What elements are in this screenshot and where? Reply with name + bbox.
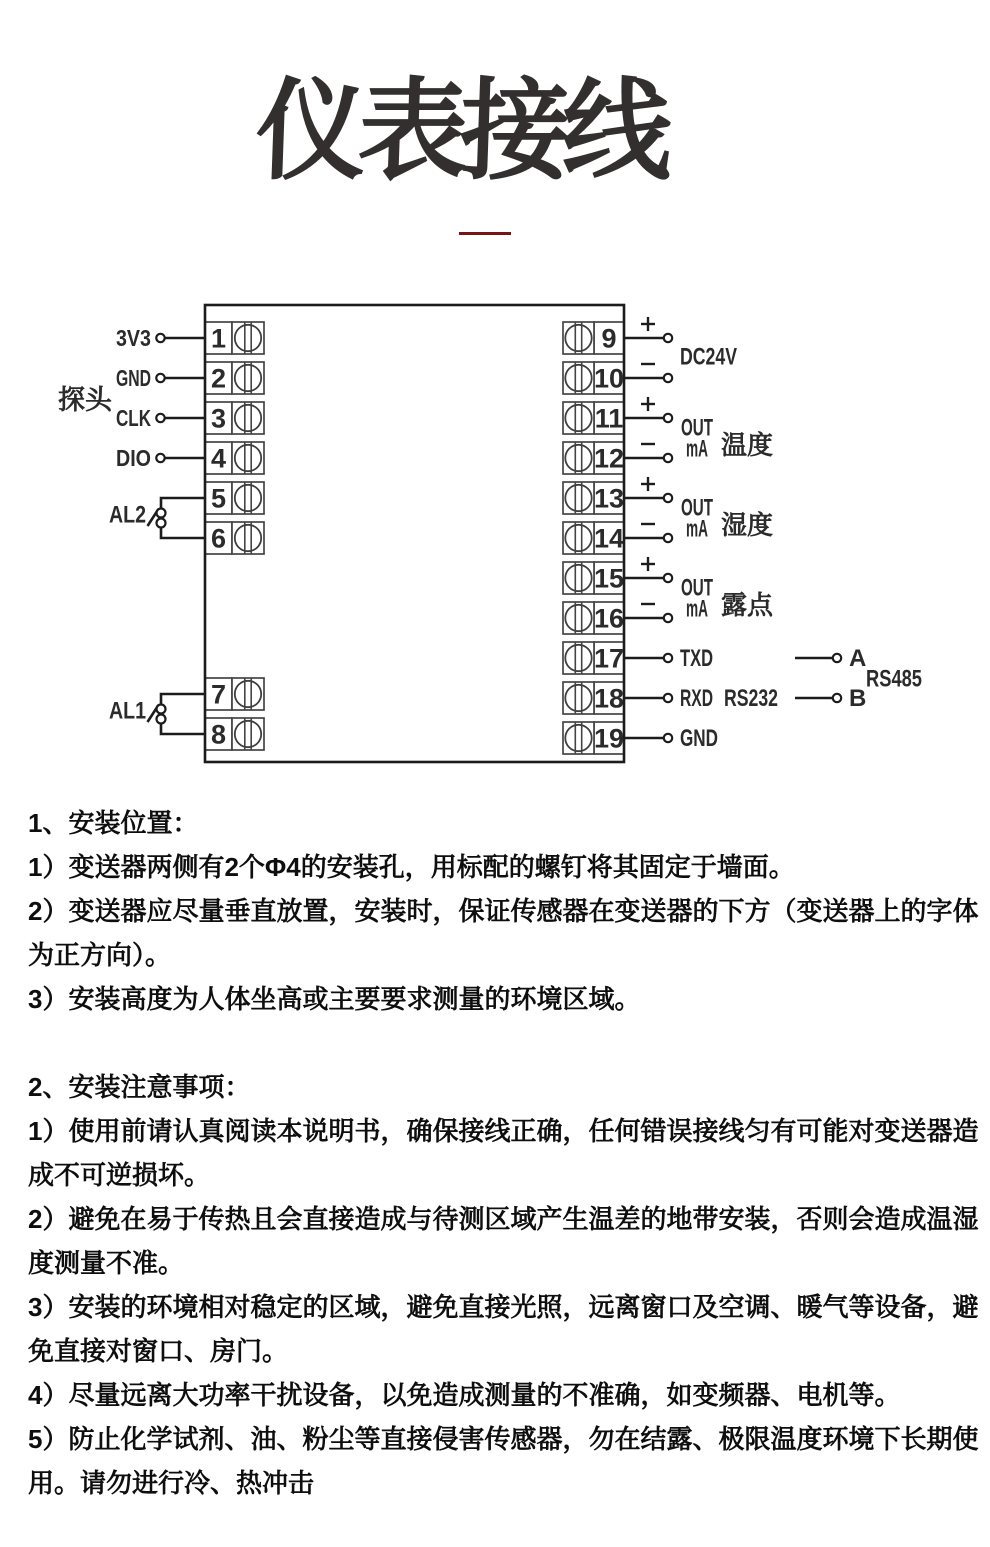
terminal-number: 11 [594,403,624,434]
terminal-screw-box [232,522,264,554]
wire-node [664,374,672,382]
pin-label: DIO [116,445,151,471]
instruction-line: 5）防止化学试剂、油、粉尘等直接侵害传感器，勿在结露、极限温度环境下长期使 [28,1424,979,1454]
wire-node [156,414,164,422]
switch-contact [157,509,166,518]
instruction-line: 2）避免在易于传热且会直接造成与待测区域产生温差的地带安装，否则会造成温湿 [28,1204,979,1234]
terminal-screw-box [563,682,594,714]
wire-node [664,574,672,582]
wire-node [664,454,672,462]
terminal-screw-box [563,722,594,754]
rs485-a-label: A [849,645,867,672]
terminal-number: 3 [210,403,227,434]
pin-label: CLK [116,405,152,431]
terminal-number: 16 [593,603,625,634]
terminal-number: 9 [601,323,617,354]
wire-node [664,494,672,502]
installation-instructions [28,801,978,1505]
terminal-number: 19 [593,723,625,754]
instruction-line: 为正方向）。 [28,940,172,970]
channel-label: 温度 [721,430,774,460]
blank-line [28,1021,978,1065]
switch-wire [161,724,205,735]
wire-node [664,534,672,542]
gnd-label: GND [680,725,718,752]
wire-node [664,614,672,622]
terminal-number: 17 [593,643,625,674]
terminal-number: 15 [593,563,625,594]
terminal-number: 2 [210,363,227,394]
wire-node [833,654,841,662]
alarm-label: AL1 [109,697,146,725]
switch-wire [161,498,205,509]
terminal-number: 14 [593,523,625,554]
instruction-line: 成不可逆损坏。 [28,1160,211,1190]
wire-node [664,334,672,342]
ma-label: mA [686,435,708,463]
wire-node [664,414,672,422]
terminal-number: 6 [210,523,227,554]
out-label: OUT [681,494,714,522]
instruction-line: 3）安装的环境相对稳定的区域，避免直接光照，远离窗口及空调、暖气等设备，避 [28,1292,979,1322]
instruction-line: 4）尽量远离大功率干扰设备，以免造成测量的不准确，如变频器、电机等。 [28,1380,901,1410]
switch-wire [161,528,205,539]
terminal-number: 1 [210,323,227,354]
instruction-line: 3）安装高度为人体坐高或主要要求测量的环境区域。 [28,984,641,1014]
terminal-screw-box [232,362,264,394]
terminal-screw-box [232,482,264,514]
txd-label: TXD [680,645,713,672]
terminal-screw-box [563,442,594,474]
terminal-screw-box [232,442,264,474]
page-title: 仪表接线 [253,70,667,193]
instruction-line: 免直接对窗口、房门。 [28,1336,289,1366]
instruction-line: 度测量不准。 [28,1248,185,1278]
rs485-label: RS485 [866,665,922,693]
terminal-screw-box [563,402,594,434]
instruction-line: 1）变送器两侧有2个Φ4的安装孔，用标配的螺钉将其固定于墙面。 [28,852,795,882]
wire-node [156,334,164,342]
ma-label: mA [686,595,708,623]
terminal-screw-box [232,718,264,750]
section-heading: 2、安装注意事项： [28,1072,251,1102]
instruction-line: 1）使用前请认真阅读本说明书，确保接线正确，任何错误接线匀有可能对变送器造 [28,1116,979,1146]
switch-contact [157,519,166,528]
switch-wire [161,694,205,705]
terminal-number: 4 [210,443,227,474]
channel-label: 露点 [721,590,774,620]
out-label: OUT [681,414,714,442]
channel-label: 湿度 [721,510,774,540]
wire-node [664,694,672,702]
terminal-number: 7 [210,679,227,710]
out-label: OUT [681,574,714,602]
terminal-number: 13 [593,483,625,514]
probe-label: 探头 [58,385,112,415]
switch-contact [157,705,166,714]
device-outline [205,305,624,762]
rxd-label: RXD [680,685,713,712]
wire-node [833,694,841,702]
terminal-screw-box [232,322,264,354]
rs232-label: RS232 [724,685,778,712]
section-heading: 1、安装位置： [28,808,199,838]
terminal-number: 8 [210,719,227,750]
pin-label: 3V3 [116,325,151,351]
terminal-screw-box [563,482,594,514]
terminal-number: 5 [210,483,227,514]
wire-node [664,654,672,662]
pin-label: GND [116,365,151,391]
terminal-screw-box [232,402,264,434]
terminal-number: 12 [593,443,625,474]
instruction-line: 2）变送器应尽量垂直放置，安装时，保证传感器在变送器的下方（变送器上的字体 [28,896,979,926]
wire-node [664,734,672,742]
wire-node [156,454,164,462]
terminal-number: 18 [593,683,625,714]
terminal-screw-box [563,602,594,634]
instruction-line: 用。请勿进行冷、热冲击 [28,1468,315,1498]
ma-label: mA [686,515,708,543]
alarm-label: AL2 [109,501,146,529]
terminal-screw-box [563,642,594,674]
power-label: DC24V [680,343,737,371]
terminal-screw-box [563,562,594,594]
terminal-number: 10 [593,363,625,394]
terminal-screw-box [563,322,594,354]
rs485-b-label: B [849,685,867,712]
terminal-screw-box [563,522,594,554]
terminal-screw-box [232,678,264,710]
wire-node [156,374,164,382]
switch-contact [157,715,166,724]
terminal-screw-box [563,362,594,394]
